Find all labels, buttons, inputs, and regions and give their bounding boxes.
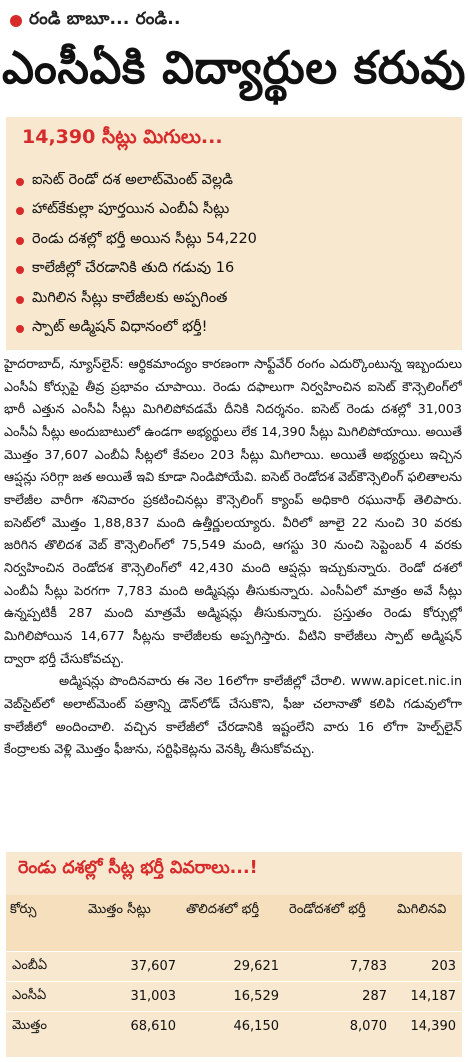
bullet-icon	[16, 325, 24, 333]
kicker-bullet-icon	[10, 15, 22, 27]
highlight-item-text: హాట్‌కేకుల్లా పూర్తయిన ఎంబీఏ సీట్లు	[32, 201, 230, 218]
highlight-item-text: రెండు దశల్లో భర్తీ అయిన సీట్లు 54,220	[32, 230, 257, 247]
table-cell: 46,150	[182, 1012, 285, 1042]
column-header: మొత్తం సీట్లు	[88, 902, 151, 917]
column-header: కోర్సు	[10, 902, 37, 917]
article-paragraph: అడ్మిషన్లు పొందినవారు ఈ నెల 16లోగా కాలేజీల్లో చేరాలి. www.apicet.nic.in వెబ్‌సైట్‌లో అలాట్‌మెంట్ పత్రాన్ని డౌన్‌లోడ్ చేసుకొని, ఫీజు చలానాతో కలిపి గడువులోగా కాలేజీలో అందించాలి. వచ్చిన కాలేజీలో చేరడానికి ఇష్టంలేని వారు 16 లోగా హెల్ప్‌లైన్ కేంద్రాలకు వెళ్లి మొత్తం ఫీజును, సర్టిఫికెట్లను వెనక్కి తీసుకోవచ్చు.	[4, 673, 462, 757]
table-cell: ఎంసీఏ	[6, 982, 84, 1012]
table-cell: 8,070	[285, 1012, 393, 1042]
table-cell: 68,610	[84, 1012, 182, 1042]
table-title: రెండు దశల్లో సీట్ల భర్తీ వివరాలు...!	[18, 858, 258, 878]
bullet-icon	[16, 237, 24, 245]
table-cell: 31,003	[84, 982, 182, 1012]
table-cell: 287	[285, 982, 393, 1012]
highlight-item-text: ఐసెట్ రెండో దశ అలాట్‌మెంట్ వెల్లడి	[32, 171, 233, 188]
bullet-icon	[16, 266, 24, 274]
highlight-box	[6, 117, 462, 350]
bullet-icon	[16, 207, 24, 215]
headline: ఎంసీఏకి విద్యార్థుల కరువు	[2, 41, 466, 94]
seat-table	[6, 895, 462, 1041]
highlight-item	[16, 167, 456, 197]
column-header: మిగిలినవి	[397, 902, 447, 917]
seat-details-box	[6, 852, 462, 1057]
table-cell: మొత్తం	[6, 1012, 84, 1042]
highlight-box-title: 14,390 సీట్లు మిగులు...	[22, 126, 223, 148]
highlight-item	[16, 226, 456, 256]
table-cell: 203	[393, 952, 462, 982]
table-cell: 14,187	[393, 982, 462, 1012]
highlight-item-text: మిగిలిన సీట్లు కాలేజీలకు అప్పగింత	[32, 289, 228, 306]
article-paragraph: హైదరాబాద్, న్యూస్‌లైన్: ఆర్థికమాంద్యం కారణంగా సాఫ్ట్‌వేర్ రంగం ఎదుర్కొంటున్న ఇబ్బందులు ఎంసీఏ కోర్సుపై తీవ్ర ప్రభావం చూపాయి. రెండు దఫాలుగా నిర్వహించిన ఐసెట్ కౌన్సెలింగ్‌లో భారీ ఎత్తున ఎంసీఏ సీట్లు మిగిలిపోవడమే దీనికి నిదర్శనం. ఐసెట్ రెండు దశల్లో 31,003 ఎంసీఏ సీట్లు అందుబాటులో ఉండగా అభ్యర్థులు లేక 14,390 సీట్లు మిగిలిపోయాయి. అయితే మొత్తం 37,607 ఎంబీఏ సీట్లలో కేవలం 203 సీట్లు మిగిలాయి. అయితే అభ్యర్థులు ఇచ్చిన ఆప్షన్లు సరిగ్గా జత అయితే ఇవి కూడా నిండిపోయేవి. ఐసెట్ రెండోదశ వెబ్‌కౌన్సెలింగ్ ఫలితాలను కాలేజీల వారీగా శనివారం ప్రకటించినట్లు కౌన్సెలింగ్ క్యాంప్ అధికారి రఘునాథ్ తెలిపారు. ఐసెట్‌లో మొత్తం 1,88,837 మంది ఉత్తీర్ణులయ్యారు. వీరిలో జూలై 22 నుంచి 30 వరకు జరిగిన తొలిదశ వెబ్ కౌన్సెలింగ్‌లో 75,549 మంది, ఆగస్టు 30 నుంచి సెప్టెంబర్ 4 వరకు నిర్వహించిన రెండోదశ కౌన్సెలింగ్‌లో 42,430 మంది ఆప్షన్లు ఇచ్చుకున్నారు. రెండో దశలో ఎంబీఏ సీట్లు పెరగగా 7,783 మంది అడ్మిషన్లు తీసుకున్నారు. ఎంసీఏలో మాత్రం అవే సీట్లు ఉన్నప్పటికీ 287 మంది మాత్రమే అడ్మిషన్లు తీసుకున్నారు. ప్రస్తుతం రెండు కోర్సుల్లో మిగిలిపోయిన 14,677 సీట్లను కాలేజీలకు అప్పగిస్తారు. వీటిని కాలేజీలు స్పాట్ అడ్మిషన్ ద్వారా భర్తీ చేసుకోవచ్చు.	[4, 356, 462, 666]
kicker	[10, 8, 181, 34]
table-cell: ఎంబీఏ	[6, 952, 84, 982]
column-header: తొలిదశలో భర్తీ	[186, 902, 260, 917]
highlight-item-text: స్పాట్ అడ్మిషన్ విధానంలో భర్తీ!	[32, 319, 208, 336]
table-cell: 7,783	[285, 952, 393, 982]
highlight-item	[16, 197, 456, 227]
table-cell: 29,621	[182, 952, 285, 982]
highlight-item	[16, 315, 456, 345]
article-body	[4, 353, 462, 838]
table-row	[6, 952, 462, 982]
table-cell: 16,529	[182, 982, 285, 1012]
table-row	[6, 1012, 462, 1042]
kicker-text: రండి బాబూ... రండి..	[29, 9, 181, 29]
highlight-item-text: కాలేజీల్లో చేరడానికి తుది గడువు 16	[32, 260, 235, 277]
highlight-item	[16, 256, 456, 286]
highlight-item	[16, 285, 456, 315]
highlight-list	[16, 167, 456, 344]
table-cell: 14,390	[393, 1012, 462, 1042]
table-cell: 37,607	[84, 952, 182, 982]
bullet-icon	[16, 296, 24, 304]
table-row	[6, 982, 462, 1012]
bullet-icon	[16, 178, 24, 186]
column-header: రెండోదశలో భర్తీ	[289, 902, 366, 917]
table-header-row	[6, 895, 462, 952]
